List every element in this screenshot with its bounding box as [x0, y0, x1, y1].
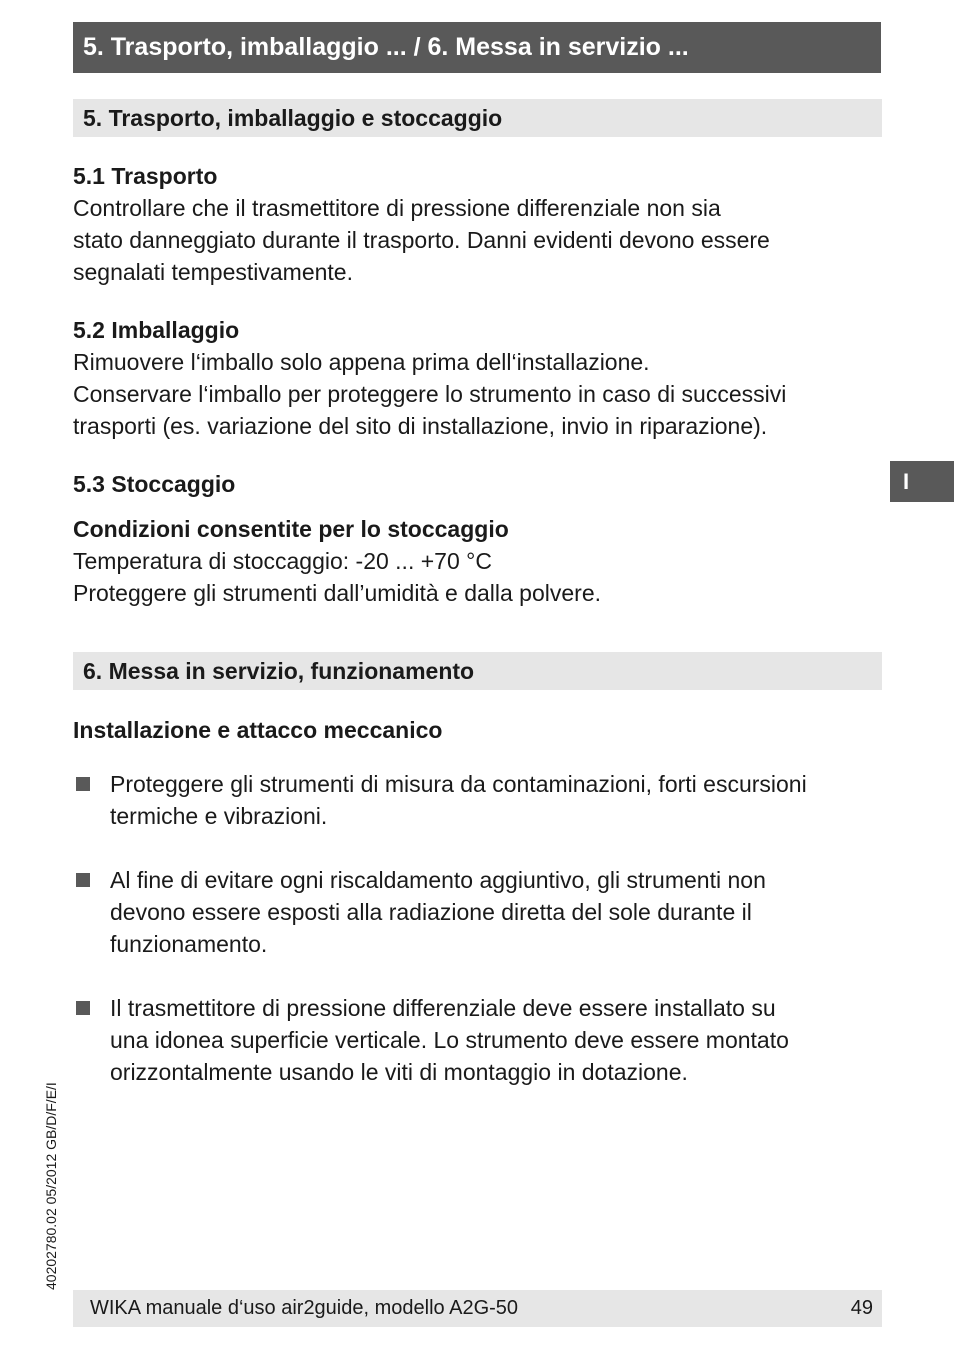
section-title-5: 5. Trasporto, imballaggio e stoccaggio — [73, 99, 882, 137]
document-code: 40202780.02 05/2012 GB/D/F/E/I — [43, 1082, 59, 1290]
paragraph-line: Conservare l‘imballo per proteggere lo strumento in caso di successivi — [73, 381, 787, 407]
list-item-line: una idonea superficie verticale. Lo strumento deve essere montato — [110, 1027, 789, 1053]
paragraph-line: Proteggere gli strumenti dall’umidità e dalla polvere. — [73, 580, 602, 606]
square-bullet-icon — [76, 1001, 90, 1015]
installation-heading-block — [73, 714, 883, 746]
paragraph-line: stato danneggiato durante il trasporto. Danni evidenti devono essere — [73, 227, 770, 253]
list-item-line: orizzontalmente usando le viti di montaggio in dotazione. — [110, 1059, 688, 1085]
list-item-line: Al fine di evitare ogni riscaldamento aggiuntivo, gli strumenti non — [110, 867, 766, 893]
square-bullet-icon — [76, 777, 90, 791]
subsection-packaging — [73, 314, 883, 442]
page-number: 49 — [850, 1297, 873, 1319]
storage-conditions-heading: Condizioni consentite per lo stoccaggio — [73, 516, 509, 542]
list-item-line: termiche e vibrazioni. — [110, 803, 328, 829]
subsection-heading: 5.3 Stoccaggio — [73, 471, 236, 497]
paragraph-line: Controllare che il trasmettitore di pressione differenziale non sia — [73, 195, 721, 221]
subsection-heading: 5.2 Imballaggio — [73, 317, 240, 343]
list-item-line: funzionamento. — [110, 931, 268, 957]
installation-heading: Installazione e attacco meccanico — [73, 717, 443, 743]
footer-text: WIKA manuale d‘uso air2guide, modello A2G-50 — [90, 1297, 519, 1319]
list-item-line: Proteggere gli strumenti di misura da contaminazioni, forti escursioni — [110, 771, 807, 797]
paragraph-line: Temperatura di stoccaggio: -20 ... +70 °C — [73, 548, 492, 574]
list-item-line: devono essere esposti alla radiazione diretta del sole durante il — [110, 899, 752, 925]
list-item-line: Il trasmettitore di pressione differenziale deve essere installato su — [110, 995, 776, 1021]
page-footer — [73, 1290, 882, 1327]
square-bullet-icon — [76, 873, 90, 887]
paragraph-line: segnalati tempestivamente. — [73, 259, 353, 285]
subsection-transport — [73, 160, 883, 288]
paragraph-line: trasporti (es. variazione del sito di installazione, invio in riparazione). — [73, 413, 768, 439]
subsection-storage — [73, 468, 883, 609]
language-tab: I — [890, 461, 954, 502]
page-header: 5. Trasporto, imballaggio ... / 6. Messa in servizio ... — [73, 22, 881, 73]
paragraph-line: Rimuovere l‘imballo solo appena prima dell‘installazione. — [73, 349, 650, 375]
section-title-6: 6. Messa in servizio, funzionamento — [73, 652, 882, 690]
subsection-heading: 5.1 Trasporto — [73, 163, 218, 189]
